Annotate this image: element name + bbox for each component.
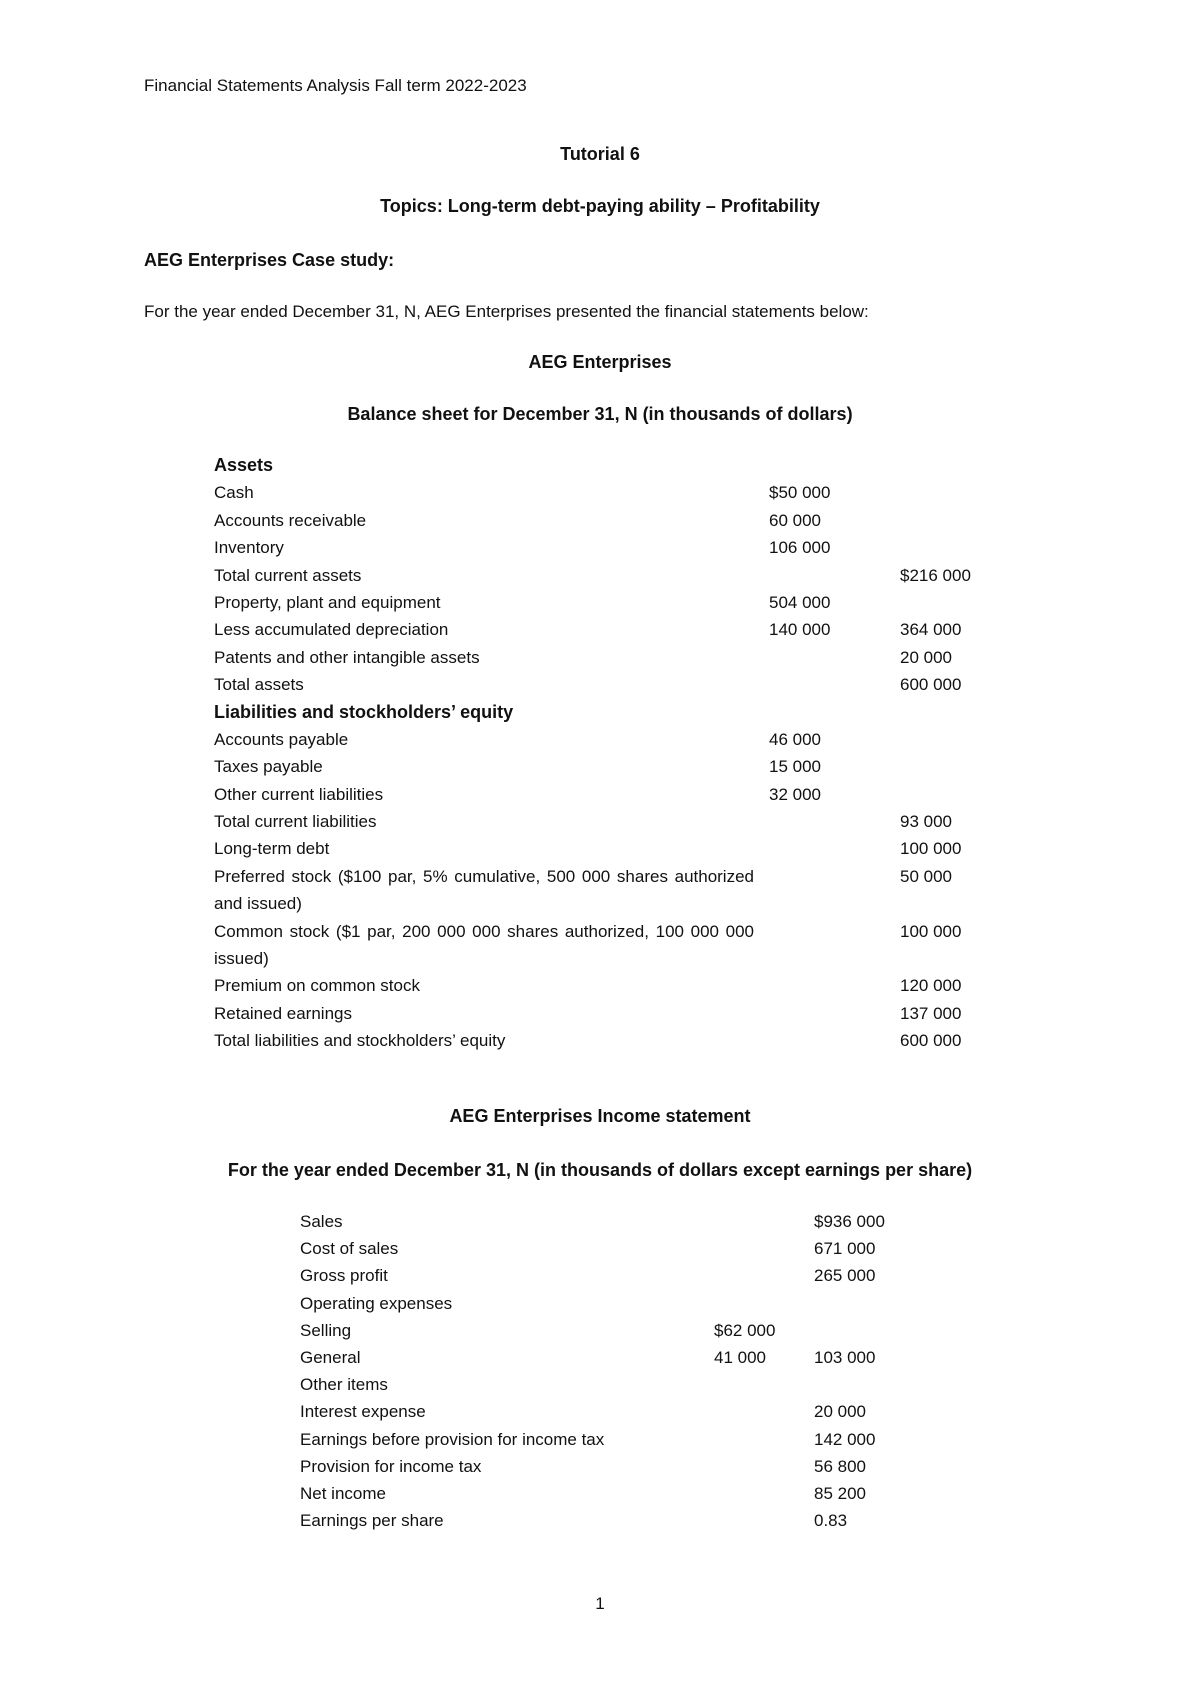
table-row — [214, 534, 1004, 561]
total-amount: 600 000 — [900, 675, 962, 695]
row-label: Common stock ($1 par, 200 000 000 shares authorized, 100 000 000 issued) — [214, 921, 754, 968]
table-row — [300, 1398, 940, 1425]
row-label: Preferred stock ($100 par, 5% cumulative, 500 000 shares authorized and issued) — [214, 866, 754, 913]
table-row — [214, 1000, 1004, 1027]
income-statement-table — [300, 1208, 940, 1534]
row-label: Property, plant and equipment — [214, 592, 441, 612]
total-amount: 364 000 — [900, 620, 962, 640]
detail-amount: 46 000 — [769, 729, 821, 749]
row-label: Less accumulated depreciation — [214, 620, 449, 640]
total-amount: 100 000 — [900, 921, 962, 941]
row-label: Earnings before provision for income tax — [300, 1429, 605, 1449]
detail-amount: 60 000 — [769, 510, 821, 530]
table-row — [214, 972, 1004, 999]
table-row — [300, 1235, 940, 1262]
row-label: Premium on common stock — [214, 976, 420, 996]
table-row — [214, 507, 1004, 534]
row-label: Operating expenses — [300, 1293, 453, 1313]
total-amount: 103 000 — [814, 1347, 876, 1367]
table-row — [214, 781, 1004, 808]
row-label: Total current liabilities — [214, 812, 377, 832]
income-statement-subtitle: For the year ended December 31, N (in thousands of dollars except earnings per share) — [227, 1160, 973, 1180]
total-amount: $936 000 — [814, 1212, 885, 1231]
table-row — [300, 1262, 940, 1289]
total-amount: 120 000 — [900, 976, 962, 996]
table-row — [214, 726, 1004, 753]
table-row — [214, 753, 1004, 780]
row-label: Taxes payable — [214, 757, 323, 777]
row-label: Cost of sales — [300, 1239, 399, 1259]
balance-sheet-table — [214, 452, 1004, 1055]
table-row — [300, 1208, 940, 1235]
detail-amount: $50 000 — [769, 483, 831, 503]
detail-amount: 504 000 — [769, 592, 831, 612]
section-heading: Assets — [214, 455, 274, 475]
row-label: Patents and other intangible assets — [214, 647, 480, 667]
total-amount: 85 200 — [814, 1483, 866, 1503]
balance-sheet-title: Balance sheet for December 31, N (in thousands of dollars) — [347, 404, 853, 424]
intro-paragraph: For the year ended December 31, N, AEG Enterprises presented the financial statements below: — [144, 302, 869, 321]
row-label: Net income — [300, 1483, 386, 1503]
row-label: General — [300, 1347, 361, 1367]
table-row — [214, 835, 1004, 862]
row-label: Selling — [300, 1320, 352, 1340]
table-row — [214, 479, 1004, 506]
total-amount: 100 000 — [900, 839, 962, 859]
page-number: 1 — [595, 1594, 605, 1613]
detail-amount: 106 000 — [769, 538, 831, 558]
row-label: Retained earnings — [214, 1003, 352, 1023]
section-heading: Liabilities and stockholders’ equity — [214, 701, 514, 722]
table-row — [214, 808, 1004, 835]
table-row — [300, 1344, 940, 1371]
detail-amount: $62 000 — [714, 1320, 776, 1340]
row-label: Earnings per share — [300, 1511, 444, 1531]
table-row — [300, 1371, 940, 1398]
table-row — [300, 1507, 940, 1534]
table-row — [214, 863, 1004, 918]
total-amount: 56 800 — [814, 1456, 866, 1476]
table-row — [300, 1480, 940, 1507]
row-label: Total current assets — [214, 565, 362, 585]
topics-heading: Topics: Long-term debt-paying ability – Profitability — [380, 196, 820, 216]
total-amount: 93 000 — [900, 812, 952, 832]
table-row — [214, 562, 1004, 589]
row-label: Other current liabilities — [214, 784, 384, 804]
table-row — [300, 1453, 940, 1480]
row-label: Provision for income tax — [300, 1456, 482, 1476]
table-row — [300, 1317, 940, 1344]
table-row — [214, 918, 1004, 973]
total-amount: 0.83 — [814, 1511, 848, 1531]
row-label: Other items — [300, 1375, 388, 1395]
total-amount: 600 000 — [900, 1031, 962, 1051]
company-heading: AEG Enterprises — [528, 352, 672, 372]
income-statement-title: AEG Enterprises Income statement — [449, 1106, 751, 1126]
table-row — [214, 644, 1004, 671]
table-row — [214, 616, 1004, 643]
row-label: Interest expense — [300, 1402, 426, 1422]
table-row — [214, 671, 1004, 698]
row-label: Gross profit — [300, 1266, 388, 1286]
table-row — [300, 1426, 940, 1453]
row-label: Long-term debt — [214, 839, 330, 859]
total-amount: 20 000 — [900, 647, 952, 667]
section-heading-row — [214, 452, 1004, 479]
detail-amount: 15 000 — [769, 757, 821, 777]
row-label: Cash — [214, 483, 254, 503]
case-study-heading: AEG Enterprises Case study: — [144, 250, 395, 270]
detail-amount: 140 000 — [769, 620, 831, 640]
row-label: Inventory — [214, 538, 284, 558]
total-amount: 142 000 — [814, 1429, 876, 1449]
total-amount: $216 000 — [900, 565, 971, 585]
table-row — [214, 1027, 1004, 1054]
row-label: Accounts receivable — [214, 510, 367, 530]
row-label: Accounts payable — [214, 729, 349, 749]
detail-amount: 41 000 — [714, 1347, 766, 1367]
total-amount: 20 000 — [814, 1402, 866, 1422]
row-label: Sales — [300, 1212, 343, 1231]
table-row — [300, 1290, 940, 1317]
total-amount: 50 000 — [900, 866, 952, 886]
section-heading-row — [214, 699, 1004, 726]
tutorial-title: Tutorial 6 — [560, 144, 640, 164]
total-amount: 265 000 — [814, 1266, 876, 1286]
row-label: Total liabilities and stockholders’ equity — [214, 1031, 506, 1051]
detail-amount: 32 000 — [769, 784, 821, 804]
row-label: Total assets — [214, 675, 304, 695]
total-amount: 671 000 — [814, 1239, 876, 1259]
running-header: Financial Statements Analysis Fall term 2022-2023 — [144, 76, 527, 95]
table-row — [214, 589, 1004, 616]
total-amount: 137 000 — [900, 1003, 962, 1023]
